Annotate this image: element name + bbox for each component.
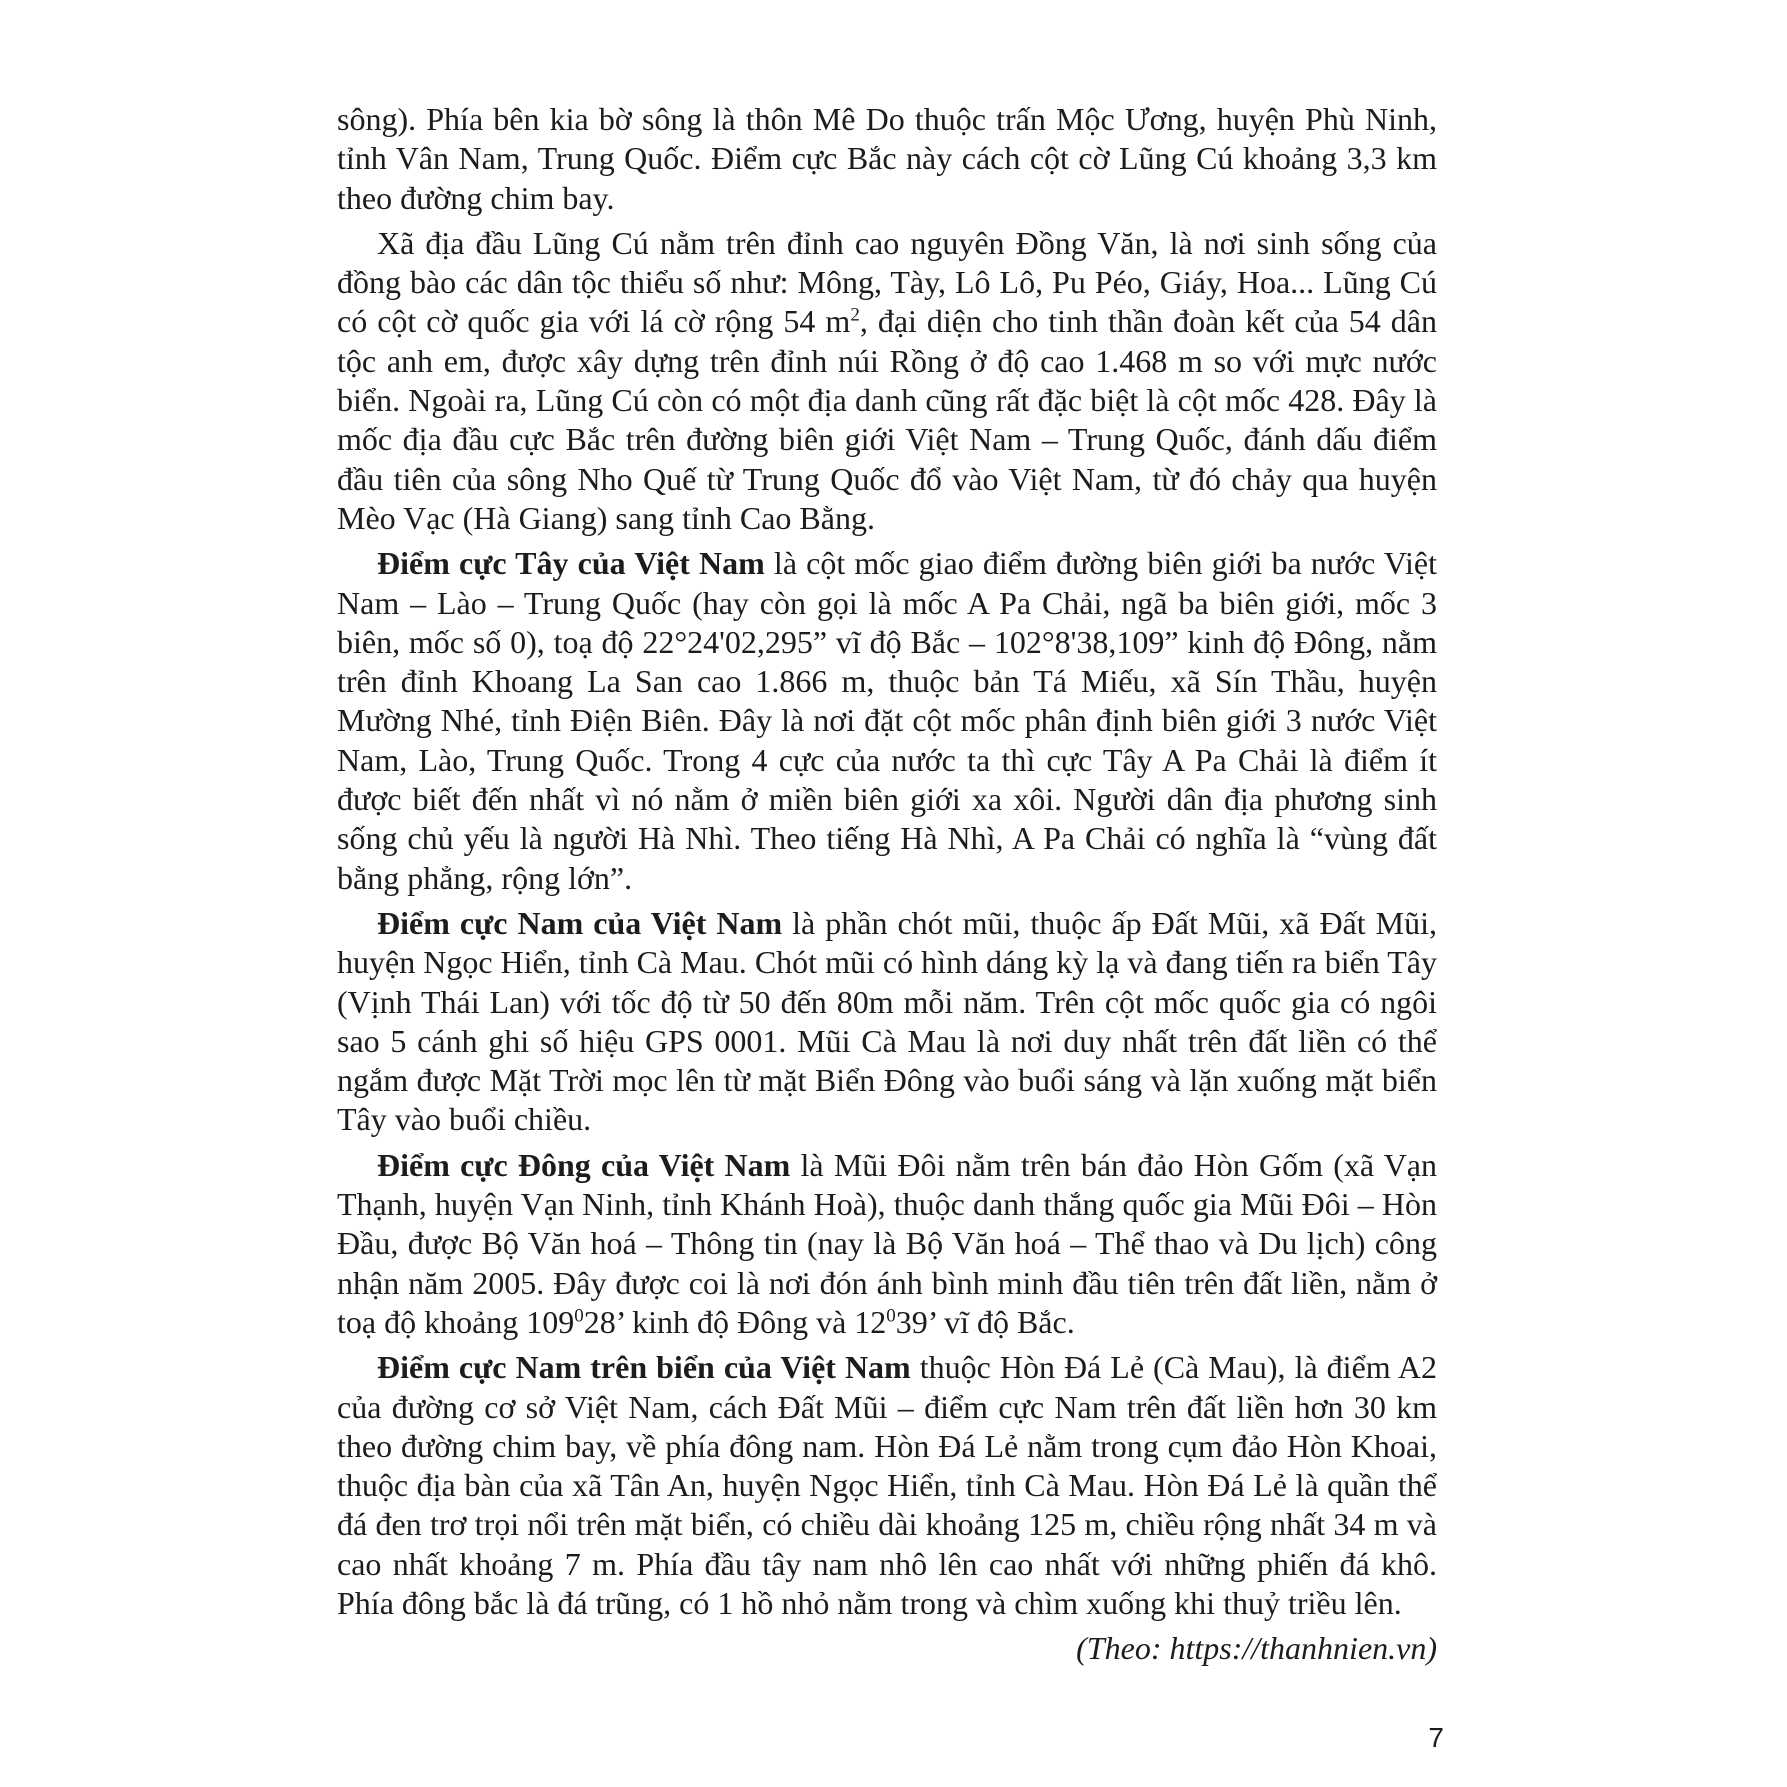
paragraph-text: sông). Phía bên kia bờ sông là thôn Mê Do thuộc trấn Mộc Ương, huyện Phù Ninh, tỉnh Vân Nam, Trung Quốc. Điểm cực Bắc này cách cột cờ Lũng Cú khoảng 3,3 km theo đường chim bay. [337,101,1437,216]
paragraph-text: là phần chót mũi, thuộc ấp Đất Mũi, xã Đất Mũi, huyện Ngọc Hiển, tỉnh Cà Mau. Chót mũi có hình dáng kỳ lạ và đang tiến ra biển Tây (Vịnh Thái Lan) với tốc độ từ 50 đến 80m mỗi năm. Trên cột mốc quốc gia có ngôi sao 5 cánh ghi số hiệu GPS 0001. Mũi Cà Mau là nơi duy nhất trên đất liền có thể ngắm được Mặt Trời mọc lên từ mặt Biển Đông vào buổi sáng và lặn xuống mặt biển Tây vào buổi chiều. [337,904,1438,1138]
paragraph-easternmost-point [337,1146,1437,1342]
paragraph-southernmost-point [337,904,1437,1140]
paragraph-westernmost-point [337,544,1437,898]
paragraph-heading: Điểm cực Nam của Việt Nam [377,904,783,941]
paragraph-southernmost-sea-point [337,1348,1437,1623]
page-number: 7 [1428,1722,1444,1753]
paragraph-text: là Mũi Đôi nằm trên bán đảo Hòn Gốm (xã Vạn Thạnh, huyện Vạn Ninh, tỉnh Khánh Hoà), thuộc danh thắng quốc gia Mũi Đôi – Hòn Đầu, được Bộ Văn hoá – Thông tin (nay là Bộ Văn hoá – Thể thao và Du lịch) công nhận năm 2005. Đây được coi là nơi đón ánh bình minh đầu tiên trên đất liền, nằm ở toạ độ khoảng 109 [337,1146,1438,1340]
paragraph-text: , đại diện cho tinh thần đoàn kết của 54 dân tộc anh em, được xây dựng trên đỉnh núi Rồng ở độ cao 1.468 m so với mực nước biển. Ngoài ra, Lũng Cú còn có một địa danh cũng rất đặc biệt là cột mốc 428. Đây là mốc địa đầu cực Bắc trên đường biên giới Việt Nam – Trung Quốc, đánh dấu điểm đầu tiên của sông Nho Quế từ Trung Quốc đổ vào Việt Nam, từ đó chảy qua huyện Mèo Vạc (Hà Giang) sang tỉnh Cao Bằng. [337,303,1438,536]
paragraph-text: 39’ vĩ độ Bắc. [895,1303,1075,1340]
paragraph-text: 28’ kinh độ Đông và 12 [583,1303,887,1340]
superscript: 2 [850,304,860,326]
paragraph-heading: Điểm cực Đông của Việt Nam [377,1146,791,1183]
paragraph-lung-cu-end [337,100,1437,218]
paragraph-text: thuộc Hòn Đá Lẻ (Cà Mau), là điểm A2 của đường cơ sở Việt Nam, cách Đất Mũi – điểm cực Nam trên đất liền hơn 30 km theo đường chim bay, về phía đông nam. Hòn Đá Lẻ nằm trong cụm đảo Hòn Khoai, thuộc địa bàn của xã Tân An, huyện Ngọc Hiển, tỉnh Cà Mau. Hòn Đá Lẻ là quần thể đá đen trơ trọi nổi trên mặt biển, có chiều dài khoảng 125 m, chiều rộng nhất 34 m và cao nhất khoảng 7 m. Phía đầu tây nam nhô lên cao nhất với những phiến đá khô. Phía đông bắc là đá trũng, có 1 hồ nhỏ nằm trong và chìm xuống khi thuỷ triều lên. [337,1349,1438,1621]
superscript: 0 [574,1305,584,1327]
superscript: 0 [886,1305,896,1327]
paragraph-heading: Điểm cực Tây của Việt Nam [377,545,765,582]
source-citation: (Theo: https://thanhnien.vn) [1076,1630,1437,1667]
document-page [337,100,1437,1669]
paragraph-text: là cột mốc giao điểm đường biên giới ba nước Việt Nam – Lào – Trung Quốc (hay còn gọi là mốc A Pa Chải, ngã ba biên giới, mốc 3 biên, mốc số 0), toạ độ 22°24'02,295” vĩ độ Bắc – 102°8'38,109” kinh độ Đông, nằm trên đỉnh Khoang La San cao 1.866 m, thuộc bản Tá Miếu, xã Sín Thầu, huyện Mường Nhé, tỉnh Điện Biên. Đây là nơi đặt cột mốc phân định biên giới 3 nước Việt Nam, Lào, Trung Quốc. Trong 4 cực của nước ta thì cực Tây A Pa Chải là điểm ít được biết đến nhất vì nó nằm ở miền biên giới xa xôi. Người dân địa phương sinh sống chủ yếu là người Hà Nhì. Theo tiếng Hà Nhì, A Pa Chải có nghĩa là “vùng đất bằng phẳng, rộng lớn”. [337,545,1438,896]
paragraph-heading: Điểm cực Nam trên biển của Việt Nam [377,1349,911,1386]
paragraph-text: Xã địa đầu Lũng Cú nằm trên đỉnh cao nguyên Đồng Văn, là nơi sinh sống của đồng bào các dân tộc thiểu số như: Mông, Tày, Lô Lô, Pu Péo, Giáy, Hoa... Lũng Cú có cột cờ quốc gia với lá cờ rộng 54 m [337,224,1437,340]
paragraph-lung-cu-commune [337,224,1437,538]
